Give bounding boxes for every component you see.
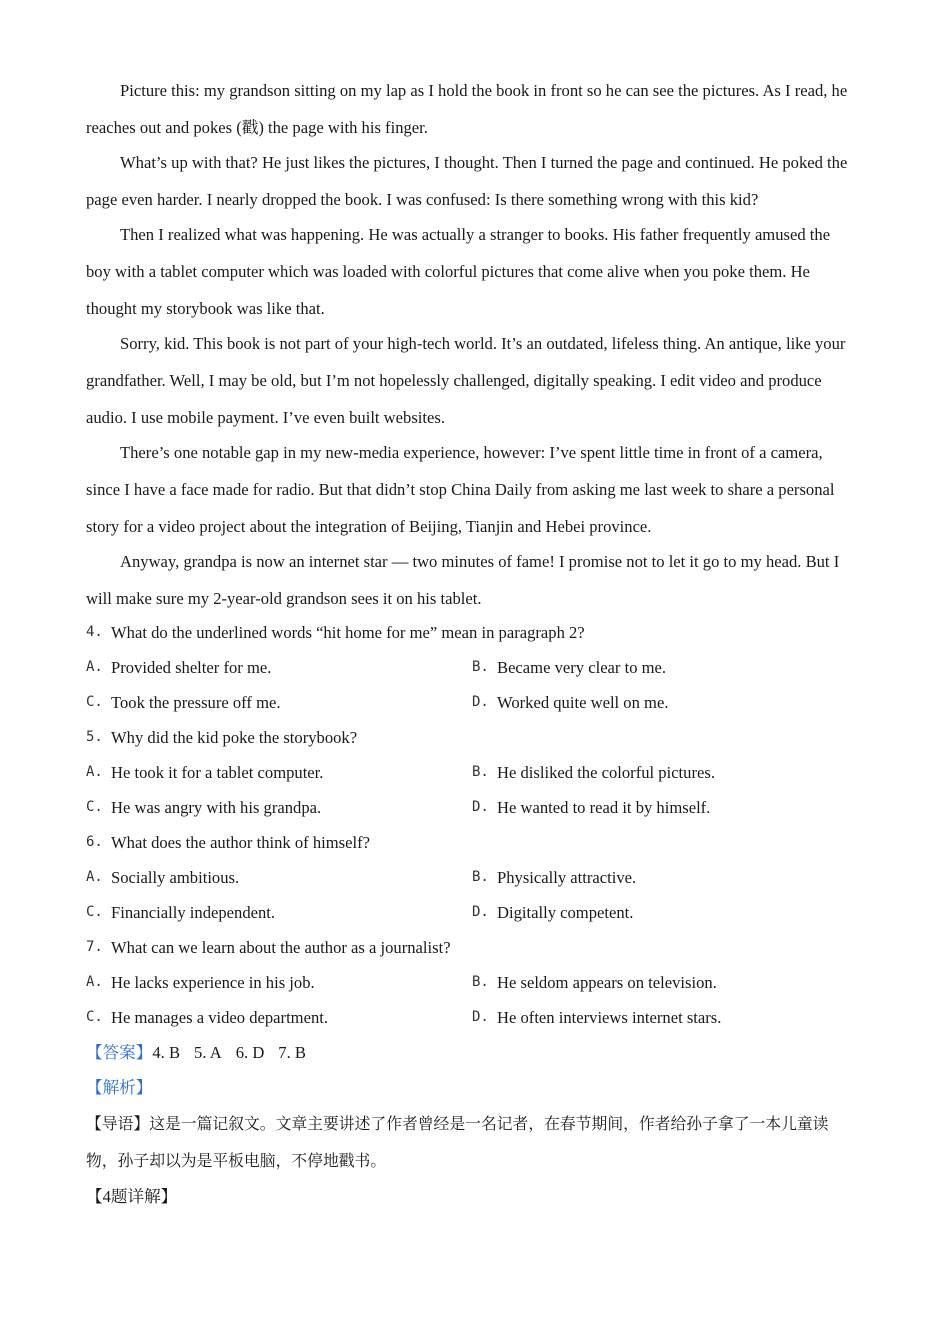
option-letter: B. — [472, 974, 489, 990]
option-d — [472, 1000, 858, 1035]
reading-passage — [86, 72, 858, 617]
passage-paragraph-5: There’s one notable gap in my new-media experience, however: I’ve spent little time in front of a camera, since I have a face made for radio. But that didn’t stop China Daily from asking me last week to share a personal story for a video project about the integration of Beijing, Tianjin and Hebei province. — [86, 443, 835, 536]
option-letter: B. — [472, 764, 489, 780]
option-letter: A. — [86, 764, 103, 780]
option-text: Socially ambitious. — [111, 868, 240, 887]
detail-heading-text: 【4题详解】 — [86, 1187, 178, 1206]
option-letter: B. — [472, 869, 489, 885]
question-6 — [86, 825, 858, 930]
analysis-heading — [86, 1070, 858, 1105]
option-letter: A. — [86, 974, 103, 990]
option-text: He seldom appears on television. — [497, 973, 717, 992]
question-number: 6. — [86, 834, 103, 850]
option-letter: C. — [86, 1009, 103, 1025]
option-letter: D. — [472, 1009, 489, 1025]
option-letter: D. — [472, 904, 489, 920]
answer-tag: 【答案】 — [86, 1043, 153, 1062]
option-letter: D. — [472, 694, 489, 710]
option-text: Worked quite well on me. — [497, 693, 669, 712]
option-text: He manages a video department. — [111, 1008, 329, 1027]
option-c — [86, 1000, 472, 1035]
option-row — [86, 860, 858, 895]
option-text: Physically attractive. — [497, 868, 637, 887]
option-a — [86, 650, 472, 685]
passage-paragraph-6: Anyway, grandpa is now an internet star — two minutes of fame! I promise not to let it go to my head. But I will make sure my 2-year-old grandson sees it on his tablet. — [86, 552, 840, 608]
option-letter: D. — [472, 799, 489, 815]
analysis-tag: 【解析】 — [86, 1078, 153, 1097]
passage-paragraph-2: What’s up with that? He just likes the pictures, I thought. Then I turned the page and continued. He poked the page even harder. I nearly dropped the book. I was confused: Is there something wrong with this kid? — [86, 153, 848, 209]
option-letter: A. — [86, 869, 103, 885]
option-b — [472, 650, 858, 685]
question-text: What can we learn about the author as a journalist? — [111, 938, 451, 957]
answer-item: 6. D — [235, 1043, 265, 1062]
passage-paragraph-1: Picture this: my grandson sitting on my lap as I hold the book in front so he can see the pictures. As I read, he reaches out and pokes (戳) the page with his finger. — [86, 81, 848, 137]
option-a — [86, 755, 472, 790]
option-row — [86, 790, 858, 825]
passage-paragraph-3: Then I realized what was happening. He was actually a stranger to books. His father frequently amused the boy with a tablet computer which was loaded with colorful pictures that come alive when you poke them. He thought my storybook was like that. — [86, 225, 831, 318]
option-c — [86, 895, 472, 930]
option-row — [86, 650, 858, 685]
question-number: 7. — [86, 939, 103, 955]
option-letter: C. — [86, 799, 103, 815]
option-text: Became very clear to me. — [497, 658, 667, 677]
option-row — [86, 965, 858, 1000]
option-c — [86, 685, 472, 720]
option-text: He often interviews internet stars. — [497, 1008, 722, 1027]
question-7 — [86, 930, 858, 1035]
option-text: He took it for a tablet computer. — [111, 763, 324, 782]
option-letter: C. — [86, 694, 103, 710]
option-letter: A. — [86, 659, 103, 675]
option-c — [86, 790, 472, 825]
question-stem — [86, 615, 858, 650]
option-b — [472, 755, 858, 790]
option-b — [472, 860, 858, 895]
question-4 — [86, 615, 858, 720]
option-text: Digitally competent. — [497, 903, 634, 922]
question-number: 4. — [86, 624, 103, 640]
answer-item: 7. B — [278, 1043, 306, 1062]
option-text: Financially independent. — [111, 903, 276, 922]
option-text: Provided shelter for me. — [111, 658, 272, 677]
answer-item: 4. B — [152, 1043, 181, 1062]
question-stem — [86, 720, 858, 755]
question-stem — [86, 930, 858, 965]
option-row — [86, 895, 858, 930]
option-letter: C. — [86, 904, 103, 920]
passage-paragraph-4: Sorry, kid. This book is not part of your high-tech world. It’s an outdated, lifeless thing. An antique, like your grandfather. Well, I may be old, but I’m not hopelessly challenged, digitally speaking. I edit video and produce audio. I use mobile payment. I’ve even built websites. — [86, 334, 846, 427]
guide-tag: 【导语】 — [86, 1114, 150, 1133]
option-row — [86, 685, 858, 720]
option-a — [86, 860, 472, 895]
option-row — [86, 1000, 858, 1035]
option-d — [472, 895, 858, 930]
option-text: He lacks experience in his job. — [111, 973, 315, 992]
answer-key — [86, 1035, 858, 1070]
exam-page — [86, 72, 858, 1214]
option-text: He was angry with his grandpa. — [111, 798, 322, 817]
option-letter: B. — [472, 659, 489, 675]
option-b — [472, 965, 858, 1000]
guide-text: 这是一篇记叙文。文章主要讲述了作者曾经是一名记者，在春节期间，作者给孙子拿了一本儿童读物，孙子却以为是平板电脑，不停地戳书。 — [86, 1114, 829, 1170]
option-text: Took the pressure off me. — [111, 693, 281, 712]
question-stem — [86, 825, 858, 860]
question-text: Why did the kid poke the storybook? — [111, 728, 358, 747]
question-text: What do the underlined words “hit home for me” mean in paragraph 2? — [111, 623, 585, 642]
guide-paragraph — [86, 1105, 858, 1179]
option-text: He disliked the colorful pictures. — [497, 763, 715, 782]
option-a — [86, 965, 472, 1000]
option-row — [86, 755, 858, 790]
detail-heading — [86, 1179, 858, 1214]
question-number: 5. — [86, 729, 103, 745]
answer-item: 5. A — [194, 1043, 222, 1062]
question-5 — [86, 720, 858, 825]
option-d — [472, 685, 858, 720]
option-text: He wanted to read it by himself. — [497, 798, 711, 817]
question-text: What does the author think of himself? — [111, 833, 370, 852]
option-d — [472, 790, 858, 825]
